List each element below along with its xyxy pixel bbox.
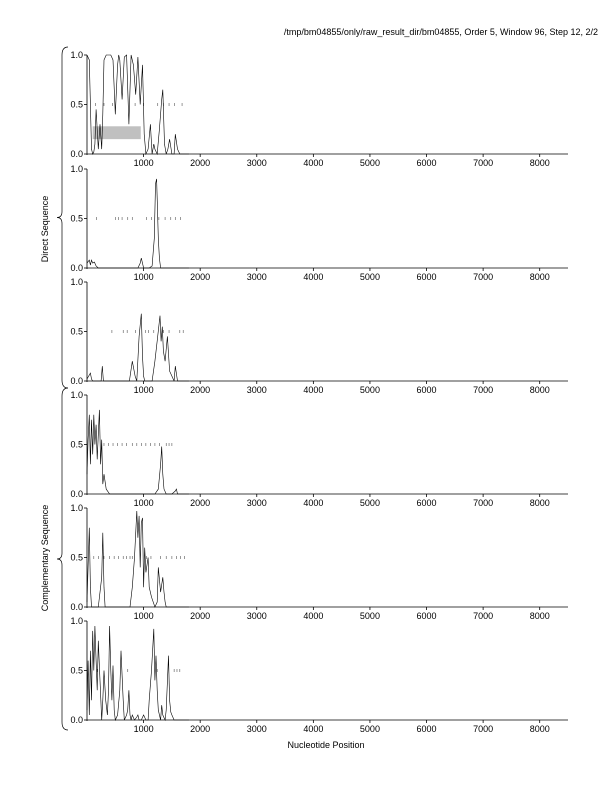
y-tick-label: 0.5 [70, 665, 83, 676]
x-tick-label: 4000 [303, 158, 324, 168]
x-tick-label: 5000 [359, 611, 380, 621]
x-tick-label: 1000 [133, 498, 154, 508]
x-tick-label: 1000 [133, 611, 154, 621]
y-tick-label: 1.0 [70, 503, 83, 513]
series-line [87, 410, 189, 494]
x-tick-label: 7000 [473, 498, 494, 508]
x-tick-label: 6000 [416, 385, 437, 395]
x-tick-label: 5000 [359, 724, 380, 734]
y-tick-label: 1.0 [70, 616, 83, 626]
y-tick-label: 0.0 [70, 489, 83, 499]
x-tick-label: 7000 [473, 385, 494, 395]
y-tick-label: 0.0 [70, 602, 83, 612]
x-tick-label: 4000 [303, 385, 324, 395]
y-tick-label: 1.0 [70, 277, 83, 287]
x-axis-label: Nucleotide Position [287, 740, 365, 750]
x-tick-label: 8000 [529, 158, 550, 168]
series-line [87, 626, 189, 720]
x-tick-label: 4000 [303, 724, 324, 734]
y-tick-label: 1.0 [70, 50, 83, 60]
x-tick-label: 1000 [133, 272, 154, 282]
x-tick-label: 3000 [246, 498, 267, 508]
series-line [87, 314, 189, 381]
y-tick-label: 0.5 [70, 326, 83, 337]
x-tick-label: 6000 [416, 611, 437, 621]
x-tick-label: 8000 [529, 272, 550, 282]
x-tick-label: 1000 [133, 385, 154, 395]
y-tick-label: 0.0 [70, 263, 83, 273]
x-tick-label: 8000 [529, 611, 550, 621]
x-tick-label: 4000 [303, 498, 324, 508]
x-tick-label: 2000 [190, 272, 211, 282]
x-tick-label: 1000 [133, 724, 154, 734]
x-tick-label: 2000 [190, 611, 211, 621]
y-tick-label: 1.0 [70, 164, 83, 174]
x-tick-label: 8000 [529, 385, 550, 395]
group-label-complementary: Complementary Sequence [40, 504, 50, 612]
x-tick-label: 4000 [303, 611, 324, 621]
y-tick-label: 1.0 [70, 390, 83, 400]
x-tick-label: 8000 [529, 724, 550, 734]
x-tick-label: 3000 [246, 158, 267, 168]
x-tick-label: 6000 [416, 498, 437, 508]
x-tick-label: 7000 [473, 272, 494, 282]
x-tick-label: 4000 [303, 272, 324, 282]
y-tick-label: 0.5 [70, 439, 83, 450]
x-tick-label: 3000 [246, 724, 267, 734]
x-tick-label: 5000 [359, 158, 380, 168]
x-tick-label: 8000 [529, 498, 550, 508]
y-tick-label: 0.5 [70, 99, 83, 110]
x-tick-label: 2000 [190, 385, 211, 395]
brace-direct [57, 47, 68, 388]
y-tick-label: 0.0 [70, 376, 83, 386]
x-tick-label: 3000 [246, 611, 267, 621]
y-tick-label: 0.0 [70, 149, 83, 159]
y-tick-label: 0.5 [70, 552, 83, 563]
x-tick-label: 7000 [473, 158, 494, 168]
x-tick-label: 1000 [133, 158, 154, 168]
chart-title: /tmp/bm04855/only/raw_result_dir/bm04855, Order 5, Window 96, Step 12, 2/2 [283, 27, 598, 37]
x-tick-label: 3000 [246, 385, 267, 395]
x-tick-label: 6000 [416, 158, 437, 168]
x-tick-label: 2000 [190, 724, 211, 734]
x-tick-label: 5000 [359, 272, 380, 282]
x-tick-label: 7000 [473, 611, 494, 621]
series-line [87, 179, 189, 268]
x-tick-label: 6000 [416, 272, 437, 282]
x-tick-label: 3000 [246, 272, 267, 282]
x-tick-label: 5000 [359, 385, 380, 395]
y-tick-label: 0.0 [70, 715, 83, 725]
group-label-direct: Direct Sequence [40, 195, 50, 263]
x-tick-label: 5000 [359, 498, 380, 508]
series-line [87, 511, 189, 607]
x-tick-label: 2000 [190, 158, 211, 168]
x-tick-label: 6000 [416, 724, 437, 734]
brace-complementary [57, 388, 68, 730]
x-tick-label: 7000 [473, 724, 494, 734]
y-tick-label: 0.5 [70, 213, 83, 224]
x-tick-label: 2000 [190, 498, 211, 508]
